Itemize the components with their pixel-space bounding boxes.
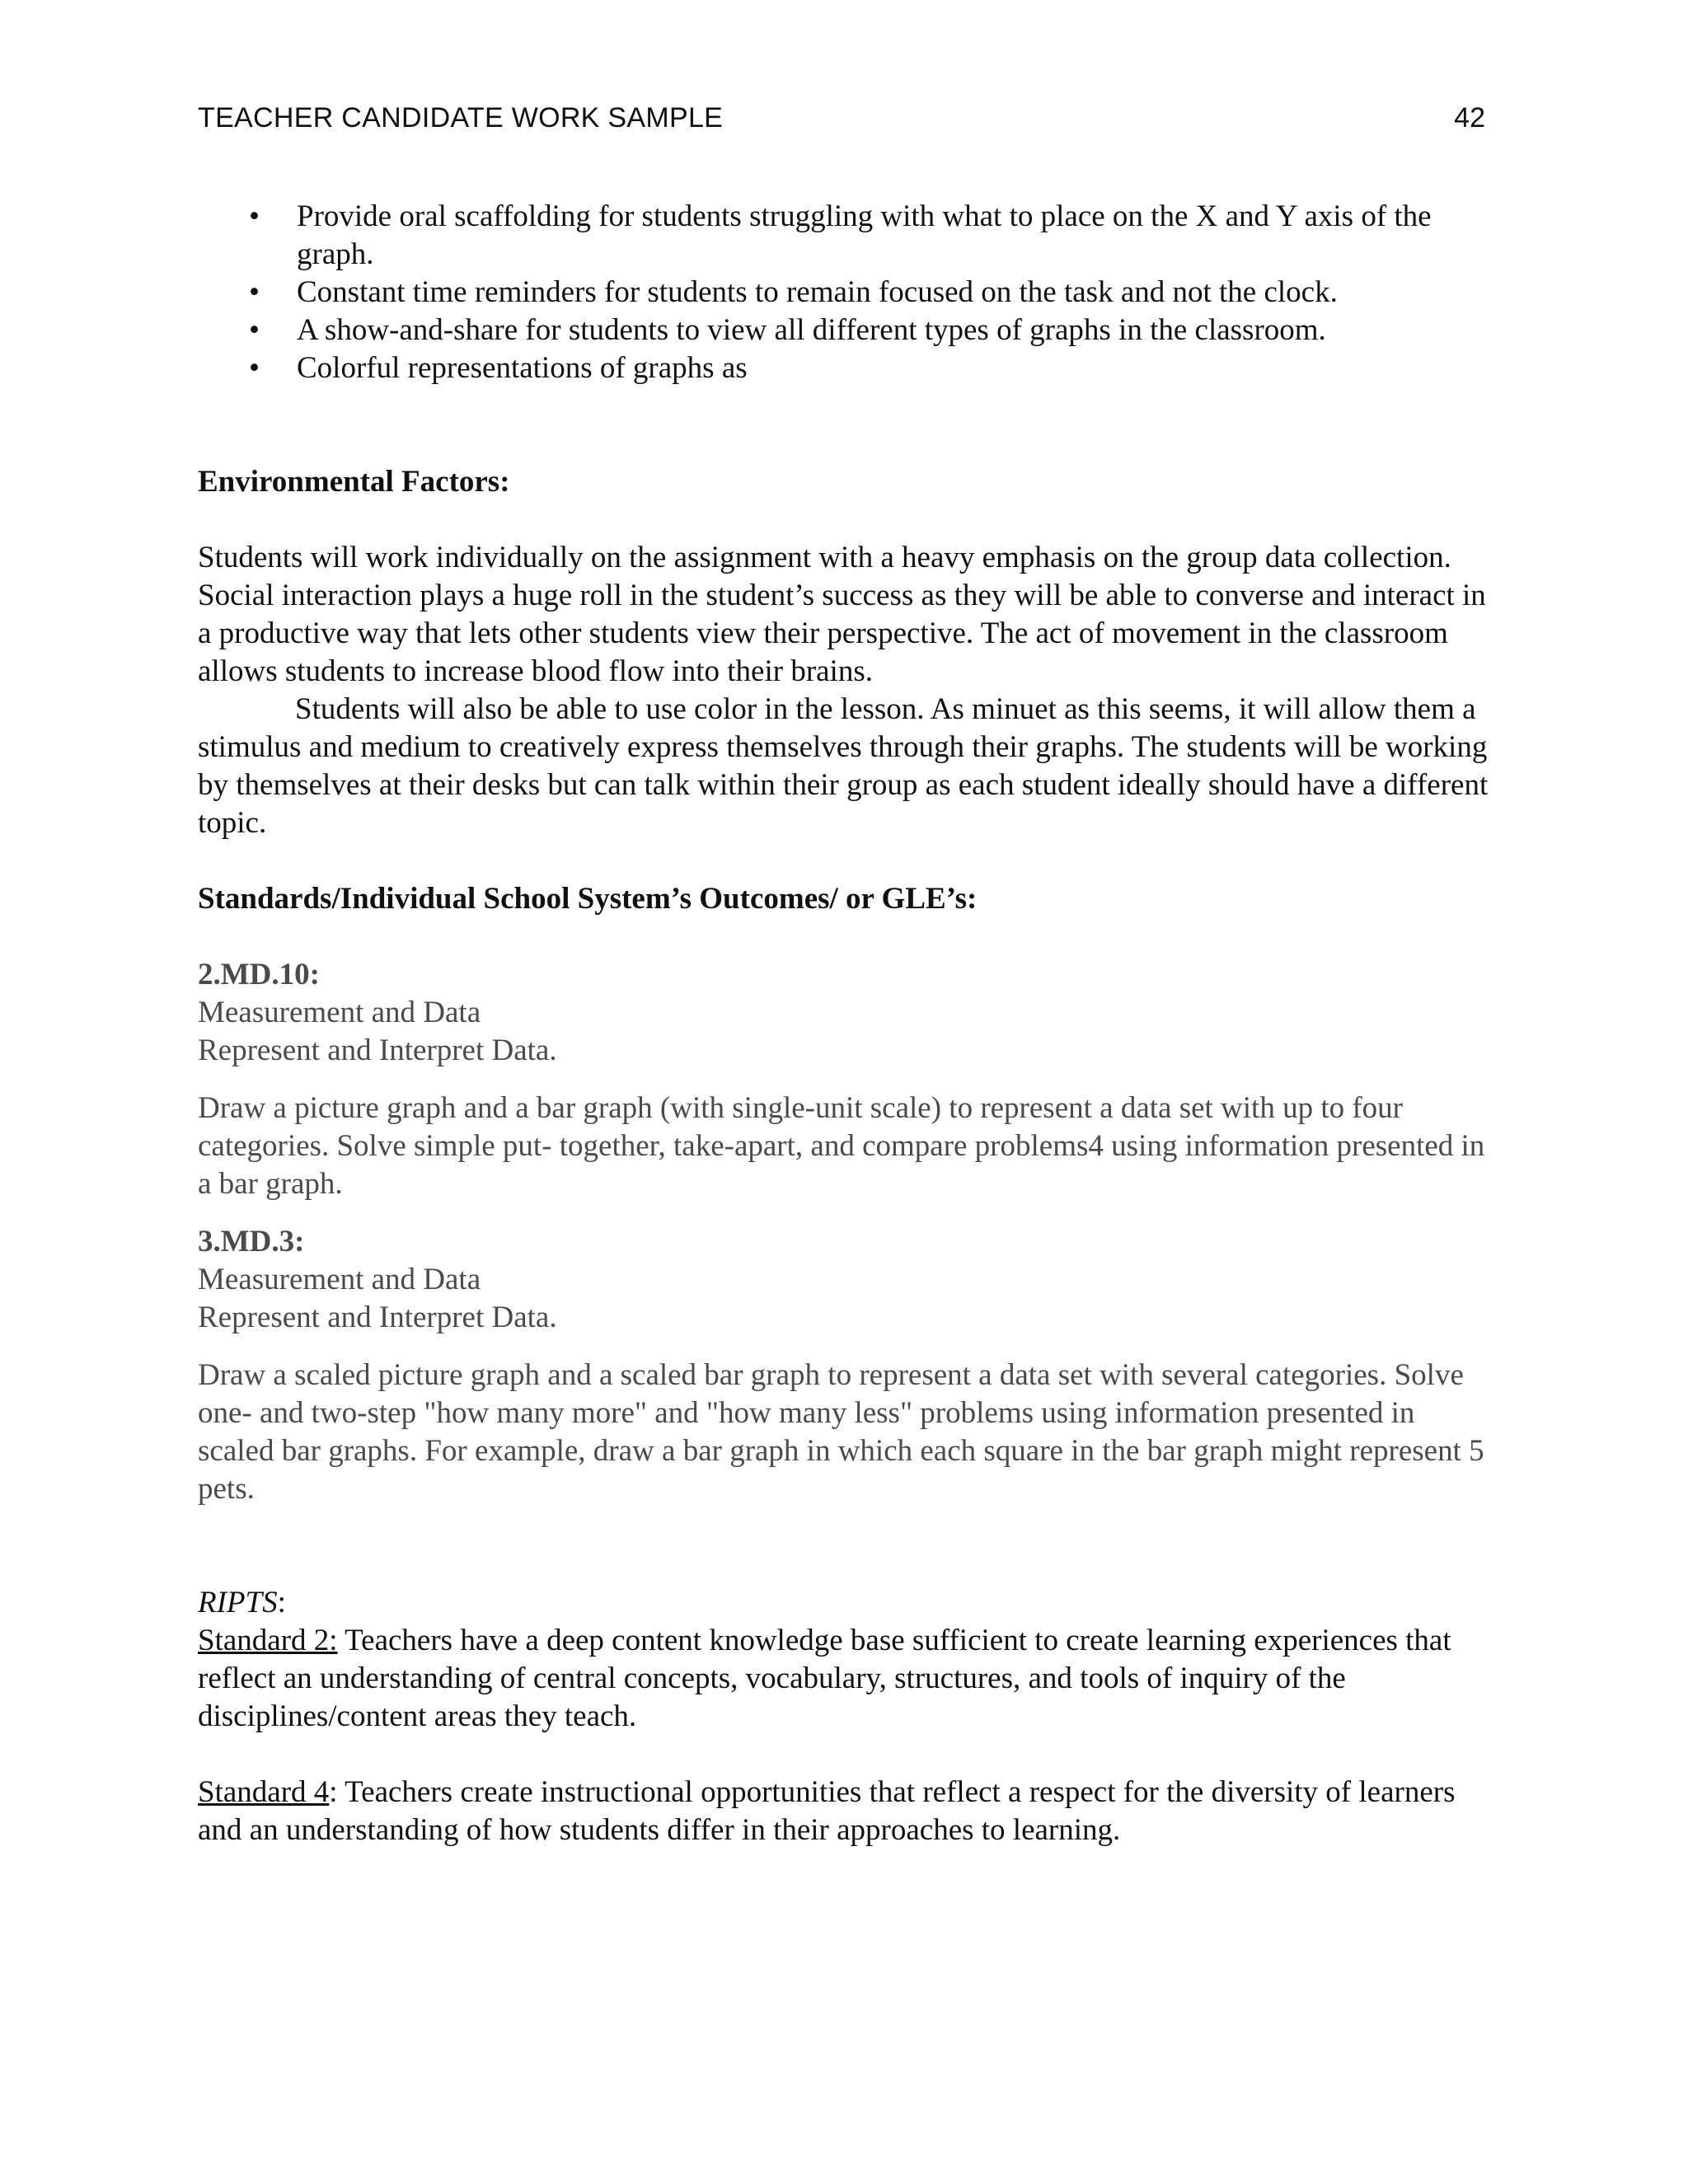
standard-text: Draw a scaled picture graph and a scaled bar graph to represent a data set with several categories. Solve one- and two-step "how many more" and "how many less" problems using information presented in scaled bar graphs. For example, draw a bar graph in which each square in the bar graph might represent 5 pets. — [198, 1358, 1484, 1506]
bullet-icon: • — [249, 275, 260, 309]
environmental-paragraph: Students will work individually on the assignment with a heavy emphasis on the group data collection. Social interaction plays a huge roll in the student’s success as they will be able to converse and interact in a productive way that lets other students view their perspective. The act of movement in the classroom allows students to increase blood flow into their brains. — [198, 541, 1486, 688]
ripts-standard-4: Standard 4: Teachers create instructional opportunities that reflect a respect for the diversity of learners and an understanding of how students differ in their approaches to learning. — [198, 1775, 1456, 1847]
standard-cluster: Represent and Interpret Data. — [198, 1301, 557, 1334]
standard-domain: Measurement and Data — [198, 1263, 481, 1296]
bullet-icon: • — [249, 199, 260, 233]
standard-text: Draw a picture graph and a bar graph (with single-unit scale) to represent a data set with up to four categories. Solve simple put- together, take-apart, and compare problems4 using information presented in a bar graph. — [198, 1091, 1485, 1201]
ripts-standard-2: Standard 2: Teachers have a deep content knowledge base sufficient to create learning experiences that reflect an understanding of central concepts, vocabulary, structures, and tools of inquiry of the disciplines/content areas they teach. — [198, 1624, 1451, 1733]
standards-heading: Standards/Individual School System’s Outcomes/ or GLE’s: — [198, 882, 978, 916]
header-title: TEACHER CANDIDATE WORK SAMPLE — [198, 102, 724, 134]
environmental-paragraph: Students will also be able to use color in the lesson. As minuet as this seems, it will allow them a stimulus and medium to creatively express themselves through their graphs. The students will be working by themselves at their desks but can talk within their group as each student ideally should have a different topic. — [198, 692, 1489, 840]
standard-domain: Measurement and Data — [198, 996, 481, 1029]
standard-code: 3.MD.3: — [198, 1225, 305, 1258]
standard-label: Standard 4 — [198, 1775, 330, 1809]
standard-label: Standard 2: — [198, 1624, 338, 1657]
list-item: • Provide oral scaffolding for students struggling with what to place on the X and Y axis of the graph. — [249, 199, 1432, 271]
list-item: • Colorful representations of graphs as — [198, 349, 1492, 387]
document-page — [198, 0, 1492, 2184]
page-header — [198, 102, 1492, 138]
ripts-label: RIPTS: — [198, 1586, 286, 1619]
bullet-icon: • — [249, 351, 260, 385]
standard-code: 2.MD.10: — [198, 958, 320, 991]
standard-3md3 — [198, 1223, 1492, 1508]
document-body — [198, 198, 1492, 1849]
list-item: • Constant time reminders for students to remain focused on the task and not the clock. — [198, 274, 1492, 312]
standard-cluster: Represent and Interpret Data. — [198, 1033, 557, 1067]
accommodation-list — [198, 198, 1492, 387]
list-item: • A show-and-share for students to view all different types of graphs in the classroom. — [198, 312, 1492, 349]
environmental-factors-heading: Environmental Factors: — [198, 465, 510, 499]
standard-2md10 — [198, 956, 1492, 1203]
page-number: 42 — [1454, 102, 1485, 134]
bullet-icon: • — [249, 313, 260, 347]
